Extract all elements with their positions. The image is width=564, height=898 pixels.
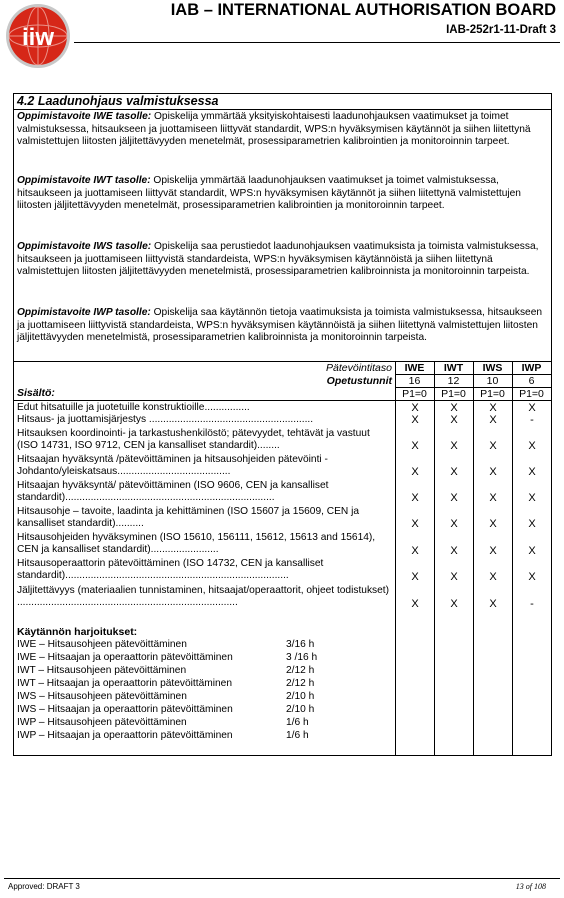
mark-cell: X — [528, 571, 536, 583]
mark-cell: X — [411, 466, 419, 478]
practice-item-hours: 2/12 h — [286, 665, 315, 676]
mark-cell: X — [411, 518, 419, 530]
objective-iwt: Oppimistavoite IWT tasolle: Opiskelija ymmärtää laadunohjauksen vaatimukset ja toimet valmistuksessa, hitsaukseen ja juottamiseen liittyvät standardit, WPS:n hyväksymisen käytännöt ja siihen liitettynä valmistettujen liitosten jäljitettävyyden menetelmät, prosessiparametrien kalibrointien ja monitoroinnin tarpeet. — [17, 175, 521, 212]
svg-text:iiw: iiw — [21, 24, 55, 51]
mark-cell: X — [489, 518, 497, 530]
section-title-divider — [14, 109, 551, 110]
column-hours-iwe: 16 — [408, 375, 421, 387]
mark-cell: X — [528, 492, 536, 504]
content-row-text: Hitsaajan hyväksyntä/ pätevöittäminen (ISO 9606, CEN ja kansalliset standardit).......................................................................... — [17, 480, 329, 503]
mark-cell: X — [411, 545, 419, 557]
objective-iwe: Oppimistavoite IWE tasolle: Opiskelija ymmärtää yksityiskohtaisesti laadunohjauksen vaatimukset ja toimet valmistuksessa, hitsaukseen ja juottamiseen liittyvät standardit, WPS:n hyväksymisen käytännöt ja siihen liitettynä valmistettujen liitosten jäljitettävyyden menetelmät, prosessiparametrien kalibrointien ja monitoroinnin tarpeet. — [17, 111, 531, 148]
iiw-logo — [4, 2, 72, 70]
practice-item-name: IWS – Hitsausohjeen pätevöittäminen — [17, 691, 187, 702]
section-title: 4.2 Laadunohjaus valmistuksessa — [17, 94, 219, 108]
mark-cell: X — [411, 440, 419, 452]
mark-cell: X — [489, 545, 497, 557]
content-row-text: Hitsausohjeiden hyväksyminen (ISO 15610, 156111, 15612, 15613 and 15614), CEN ja kansalliset standardit)........................ — [17, 532, 376, 555]
practice-item-name: IWE – Hitsaajan ja operaattorin pätevöittäminen — [17, 652, 233, 663]
content-row-text: Hitsaus- ja juottamisjärjestys .......................................................... — [17, 414, 314, 425]
practice-item-name: IWS – Hitsaajan ja operaattorin pätevöittäminen — [17, 704, 233, 715]
practice-item-hours: 1/6 h — [286, 717, 309, 728]
content-label: Sisältö: — [17, 387, 55, 399]
mark-cell: X — [528, 440, 536, 452]
content-row-text: Hitsauksen koordinointi- ja tarkastushenkilöstö; pätevyydet, tehtävät ja vastuut (ISO 14731, ISO 9712, CEN ja kansalliset standardit)........ — [17, 428, 370, 451]
column-code-iws: IWS — [482, 362, 503, 374]
mark-cell: - — [530, 598, 534, 610]
column-hours-iws: 10 — [486, 375, 499, 387]
column-code-iwe: IWE — [404, 362, 425, 374]
mark-cell: X — [450, 402, 458, 414]
mark-cell: X — [489, 598, 497, 610]
content-row-text: Edut hitsatuille ja juotetuille konstruktioille................ — [17, 402, 250, 413]
practice-item-name: IWP – Hitsaajan ja operaattorin pätevöittäminen — [17, 730, 233, 741]
practice-item-hours: 2/10 h — [286, 704, 315, 715]
teaching-hours-label: Opetustunnit — [326, 375, 392, 387]
section-box — [13, 93, 552, 756]
mark-cell: X — [450, 466, 458, 478]
content-row-text: Hitsausohje – tavoite, laadinta ja kehittäminen (ISO 15607 ja 15609, CEN ja kansalliset standardit).......... — [17, 506, 360, 529]
mark-cell: X — [450, 598, 458, 610]
mark-cell: X — [528, 466, 536, 478]
column-p1-iws: P1=0 — [480, 388, 505, 400]
mark-cell: X — [528, 518, 536, 530]
mark-cell: X — [450, 518, 458, 530]
mark-cell: X — [411, 598, 419, 610]
column-p1-iwt: P1=0 — [441, 388, 466, 400]
mark-cell: X — [528, 402, 536, 414]
objective-iws: Oppimistavoite IWS tasolle: Opiskelija saa perustiedot laadunohjauksen vaatimuksista ja toimista valmistuksessa, hitsaukseen ja juottamiseen liittyvistä standardeista, WPS:n hyväksymisen käytännöistä ja siihen liitettynä valmistettujen liitosten jäljitettävyyden menetelmistä, prosessiparametrien kalibroinnista ja monitoroinnin tarpeista. — [17, 241, 539, 278]
practice-item-hours: 3 /16 h — [286, 652, 318, 663]
practice-item-name: IWE – Hitsausohjeen pätevöittäminen — [17, 639, 187, 650]
mark-cell: X — [411, 414, 419, 426]
mark-cell: X — [411, 492, 419, 504]
column-p1-iwp: P1=0 — [519, 388, 544, 400]
mark-cell: X — [489, 440, 497, 452]
column-hours-iwp: 6 — [528, 375, 535, 387]
objective-iwp: Oppimistavoite IWP tasolle: Opiskelija saa käytännön tietoja vaatimuksista ja toimista valmistuksessa, hitsaukseen ja juottamiseen liittyvistä standardeista, WPS:n hyväksymisen käytännöistä ja siihen liitettynä valmistettujen liitosten jäljitettävyyden menetelmistä, prosessiparametrien kalibroinnista ja monitoroinnin tarpeista. — [17, 307, 543, 344]
content-row-text: Hitsaajan hyväksyntä /pätevöittäminen ja hitsausohjeiden pätevöinti - Johdanto/yleiskatsaus........................................ — [17, 454, 328, 477]
practice-item-name: IWP – Hitsausohjeen pätevöittäminen — [17, 717, 187, 728]
approval-status: Approved: DRAFT 3 — [8, 882, 80, 891]
practice-item-hours: 2/12 h — [286, 678, 315, 689]
mark-cell: X — [450, 414, 458, 426]
mark-cell: X — [489, 571, 497, 583]
practice-title: Käytännön harjoitukset: — [17, 626, 138, 638]
practice-item-hours: 1/6 h — [286, 730, 309, 741]
document-code: IAB-252r1-11-Draft 3 — [446, 24, 556, 36]
mark-cell: X — [450, 440, 458, 452]
mark-cell: X — [450, 492, 458, 504]
mark-cell: X — [489, 414, 497, 426]
content-row-text: Jäljitettävyys (materiaalien tunnistaminen, hitsaajat/operaattorit, ohjeet todistukset) .............................................................................. — [17, 585, 390, 608]
mark-cell: X — [411, 402, 419, 414]
footer-divider — [4, 878, 560, 879]
content-row-text: Hitsausoperaattorin pätevöittäminen (ISO 14732, CEN ja kansalliset standardit)............................................................................... — [17, 558, 324, 581]
mark-cell: X — [411, 571, 419, 583]
practice-item-hours: 2/10 h — [286, 691, 315, 702]
mark-cell: X — [489, 402, 497, 414]
practice-item-hours: 3/16 h — [286, 639, 315, 650]
mark-cell: X — [489, 466, 497, 478]
mark-cell: X — [450, 571, 458, 583]
column-p1-iwe: P1=0 — [402, 388, 427, 400]
mark-cell: X — [450, 545, 458, 557]
header-divider — [74, 42, 560, 43]
qualification-level-label: Pätevöintitaso — [326, 362, 392, 374]
mark-cell: X — [528, 545, 536, 557]
column-hours-iwt: 12 — [447, 375, 460, 387]
column-code-iwt: IWT — [443, 362, 464, 374]
column-code-iwp: IWP — [521, 362, 542, 374]
document-header-title: IAB – INTERNATIONAL AUTHORISATION BOARD — [170, 1, 556, 19]
practice-item-name: IWT – Hitsaajan ja operaattorin pätevöittäminen — [17, 678, 232, 689]
mark-cell: - — [530, 414, 534, 426]
mark-cell: X — [489, 492, 497, 504]
practice-item-name: IWT – Hitsausohjeen pätevöittäminen — [17, 665, 187, 676]
page-number: 13 of 108 — [515, 882, 546, 891]
